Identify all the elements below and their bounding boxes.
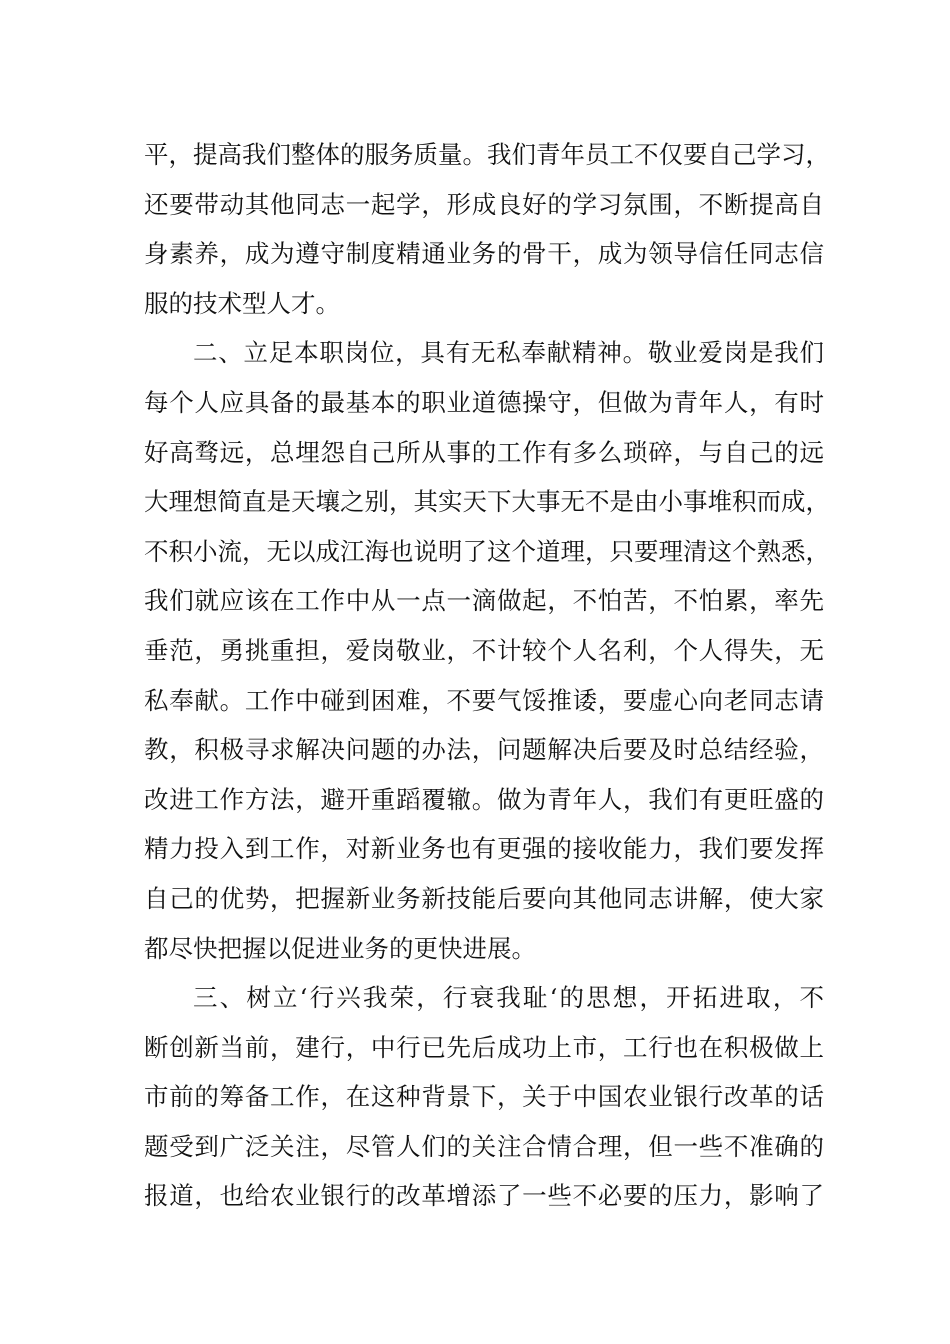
- text-line: 垂范，勇挑重担，爱岗敬业，不计较个人名利，个人得失，无: [144, 635, 824, 665]
- text-line: 改进工作方法，避开重蹈覆辙。做为青年人，我们有更旺盛的: [144, 784, 824, 814]
- text-line: 报道，也给农业银行的改革增添了一些不必要的压力，影响了: [144, 1181, 824, 1211]
- text-line: 大理想简直是天壤之别，其实天下大事无不是由小事堆积而成，: [144, 487, 830, 517]
- text-line: 自己的优势，把握新业务新技能后要向其他同志讲解，使大家: [144, 883, 824, 913]
- document-body: [144, 130, 830, 1221]
- text-line: 断创新当前，建行，中行已先后成功上市，工行也在积极做上: [144, 1032, 824, 1062]
- text-line: 市前的筹备工作，在这种背景下，关于中国农业银行改革的话: [144, 1082, 824, 1112]
- text-line: 平，提高我们整体的服务质量。我们青年员工不仅要自己学习，: [144, 140, 830, 169]
- text-line: 题受到广泛关注，尽管人们的关注合情合理，但一些不准确的: [144, 1131, 824, 1161]
- text-line: 还要带动其他同志一起学，形成良好的学习氛围，不断提高自: [144, 189, 824, 219]
- text-line: 教，积极寻求解决问题的办法，问题解决后要及时总结经验，: [144, 735, 824, 765]
- text-line: 我们就应该在工作中从一点一滴做起，不怕苦，不怕累，率先: [144, 586, 824, 616]
- text-line: 私奉献。工作中碰到困难，不要气馁推诿，要虚心向老同志请: [144, 685, 824, 715]
- text-line: 都尽快把握以促进业务的更快进展。: [144, 933, 536, 963]
- paragraph-heading-line: 三、树立‘行兴我荣，行衰我耻‘的思想，开拓进取，不: [193, 983, 824, 1013]
- text-line: 服的技术型人才。: [144, 288, 340, 318]
- text-line: 好高骛远，总埋怨自己所从事的工作有多么琐碎，与自己的远: [144, 437, 824, 467]
- text-line: 不积小流，无以成江海也说明了这个道理，只要理清这个熟悉，: [144, 536, 830, 566]
- text-line: 身素养，成为遵守制度精通业务的骨干，成为领导信任同志信: [144, 239, 824, 269]
- text-line: 精力投入到工作，对新业务也有更强的接收能力，我们要发挥: [144, 834, 824, 864]
- text-line: 每个人应具备的最基本的职业道德操守，但做为青年人，有时: [144, 387, 824, 417]
- paragraph-heading-line: 二、立足本职岗位，具有无私奉献精神。敬业爱岗是我们: [193, 338, 824, 368]
